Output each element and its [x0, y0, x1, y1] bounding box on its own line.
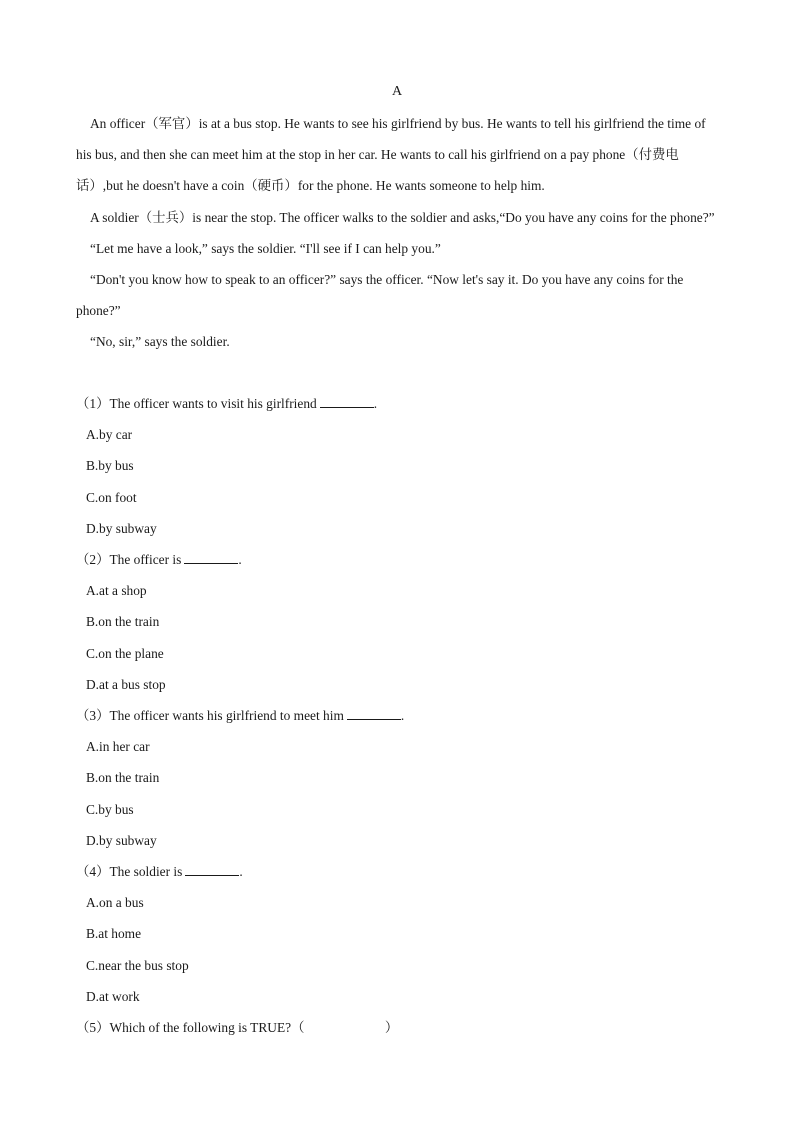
- answer-option: D.at a bus stop: [86, 676, 166, 692]
- answer-option: D.by subway: [86, 832, 157, 848]
- answer-option: C.near the bus stop: [86, 957, 189, 973]
- question-2: [76, 544, 716, 700]
- answer-option: B.at home: [86, 926, 142, 942]
- answer-option: B.on the train: [86, 770, 160, 786]
- answer-option: B.by bus: [86, 458, 134, 474]
- answer-option: D.by subway: [86, 520, 157, 536]
- passage-paragraph: “No, sir,” says the soldier.: [90, 334, 230, 350]
- question-stem: （3）The officer wants his girlfriend to meet him .: [76, 708, 405, 724]
- question-stem: （4）The soldier is .: [76, 864, 243, 880]
- answer-option: A.on a bus: [86, 895, 144, 911]
- section-title: A: [391, 84, 403, 99]
- question-4: [76, 856, 716, 1012]
- answer-blank: [184, 551, 238, 564]
- answer-option: C.on foot: [86, 489, 137, 505]
- answer-option: D.at work: [86, 988, 140, 1004]
- question-stem: （1）The officer wants to visit his girlfriend .: [76, 396, 378, 411]
- reading-passage: [76, 108, 716, 358]
- passage-paragraph: “Let me have a look,” says the soldier. “I'll see if I can help you.”: [90, 240, 441, 256]
- question-5-stem: （5）Which of the following is TRUE?（ ）: [76, 1020, 399, 1036]
- question-list: [76, 388, 716, 1043]
- question-1: [76, 388, 716, 544]
- answer-option: A.at a shop: [86, 583, 147, 599]
- question-stem: （2）The officer is .: [76, 552, 242, 568]
- answer-option: C.by bus: [86, 801, 134, 817]
- answer-option: B.on the train: [86, 614, 160, 630]
- passage-paragraph: An officer（军官）is at a bus stop. He wants to see his girlfriend by bus. He wants to tell his girlfriend the time of his bus, and then she can meet him at the stop in her car. He wants to call his girlfriend on a pay phone（付费电话）,but he doesn't have a coin（硬币）for the phone. He wants someone to help him.: [76, 116, 706, 194]
- answer-blank: [347, 707, 401, 720]
- answer-option: A.in her car: [86, 739, 150, 755]
- passage-paragraph: A soldier（士兵）is near the stop. The officer walks to the soldier and asks,“Do you have any coins for the phone?”: [90, 209, 715, 225]
- passage-paragraph: “Don't you know how to speak to an officer?” says the officer. “Now let's say it. Do you have any coins for the phone?”: [76, 272, 684, 319]
- answer-blank: [320, 395, 374, 408]
- answer-option: C.on the plane: [86, 645, 164, 661]
- question-3: [76, 700, 716, 856]
- answer-blank: [185, 863, 239, 876]
- answer-option: A.by car: [86, 427, 133, 443]
